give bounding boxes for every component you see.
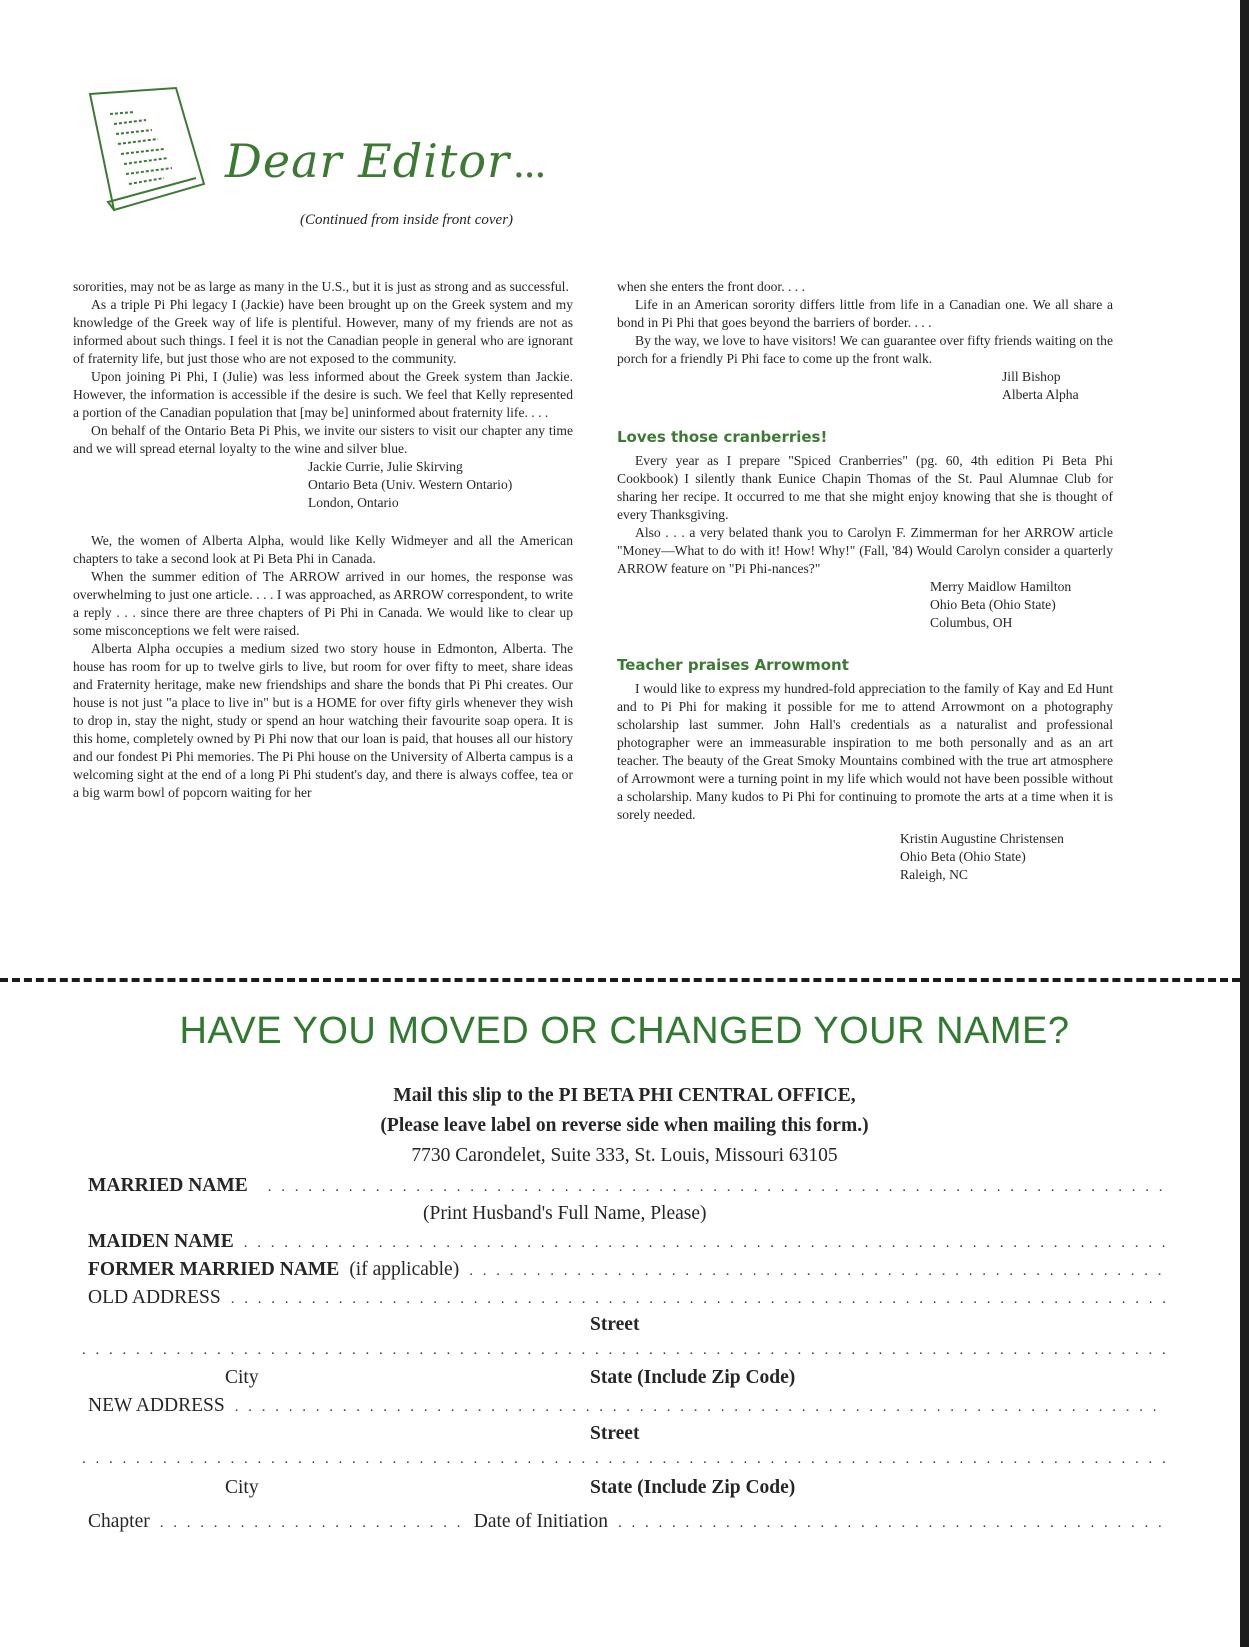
new-address-city-state-line[interactable]: [82, 1451, 1167, 1468]
old-address-street-line[interactable]: [231, 1291, 1167, 1308]
new-address-street-line[interactable]: [235, 1399, 1167, 1416]
state-zip-label: State (Include Zip Code): [590, 1367, 796, 1388]
signature-line: Columbus, OH: [930, 615, 1013, 630]
chapter-initiation-row: [88, 1511, 1167, 1537]
signature-line: Alberta Alpha: [1002, 387, 1079, 402]
signature-line: Ohio Beta (Ohio State): [900, 849, 1026, 864]
chapter-line[interactable]: [160, 1515, 460, 1532]
if-applicable-label: (if applicable): [349, 1259, 460, 1280]
left-column: [73, 278, 573, 802]
maiden-name-line[interactable]: [244, 1235, 1167, 1252]
old-address-city-state-line[interactable]: [82, 1342, 1167, 1359]
letter-paragraph: When the summer edition of The ARROW arrived in our homes, the response was overwhelming to just one article. . . . I was approached, as ARROW correspondent, to write a reply . . . since there are three chapters of Pi Phi in Canada. We would like to clear up some misconceptions we felt were raised.: [73, 569, 573, 638]
signature-line: Ontario Beta (Univ. Western Ontario): [308, 477, 513, 492]
city-label: City: [225, 1367, 259, 1388]
print-husband-note: (Print Husband's Full Name, Please): [423, 1203, 707, 1224]
section-heading: Loves those cranberries!: [617, 428, 828, 446]
title-dots: ...: [514, 151, 547, 184]
signature-line: Jill Bishop: [1002, 369, 1061, 384]
new-address-field[interactable]: [88, 1395, 1167, 1421]
street-label: Street: [590, 1423, 640, 1444]
signature-block: [308, 458, 573, 512]
former-married-name-line[interactable]: [469, 1263, 1167, 1280]
signature-line: Merry Maidlow Hamilton: [930, 579, 1072, 594]
continued-note: (Continued from inside front cover): [300, 212, 514, 228]
signature-line: Raleigh, NC: [900, 867, 968, 882]
letter-paragraph: We, the women of Alberta Alpha, would like Kelly Widmeyer and all the American chapters to take a second look at Pi Beta Phi in Canada.: [73, 533, 573, 566]
city-label: City: [225, 1477, 259, 1498]
letter-paragraph: Also . . . a very belated thank you to Carolyn F. Zimmerman for her ARROW article "Money—What to do with it! How! Why!" (Fall, '84) Would Carolyn consider a quarterly ARROW feature on "Pi Phi-nances?": [617, 525, 1113, 576]
letter-paragraph: sororities, may not be as large as many in the U.S., but it is just as strong and as successful.: [73, 279, 569, 294]
signature-block: [930, 578, 1113, 632]
form-title: HAVE YOU MOVED OR CHANGED YOUR NAME?: [179, 1010, 1070, 1052]
letter-paper-icon: [84, 84, 214, 214]
signature-block: [900, 830, 1113, 884]
maiden-name-field[interactable]: [88, 1231, 1167, 1257]
letter-paragraph: By the way, we love to have visitors! We can guarantee over fifty friends waiting on the porch for a friendly Pi Phi face to come up the front walk.: [617, 333, 1113, 366]
signature-block: [1002, 368, 1113, 404]
new-address-city-state-field[interactable]: [82, 1451, 1167, 1477]
mail-address: 7730 Carondelet, Suite 333, St. Louis, Missouri 63105: [411, 1145, 838, 1166]
page-edge-bar: [1240, 0, 1249, 1647]
date-of-initiation-label: Date of Initiation: [473, 1511, 609, 1532]
letter-paragraph: I would like to express my hundred-fold appreciation to the family of Kay and Ed Hunt and to Pi Phi for making it possible for me to attend Arrowmont on a photography scholarship last summer. John Hall's credentials as a naturalist and professional photographer were an immeasurable inspiration to me both personally and as an art teacher. The beauty of the Great Smoky Mountains combined with the true art atmosphere of Arrowmont were a turning point in my life which would not have been possible without a scholarship. Many kudos to Pi Phi for continuing to promote the arts at a time when it is sorely needed.: [617, 681, 1113, 822]
page-title-text: Dear Editor: [225, 134, 511, 188]
old-address-city-state-field[interactable]: [82, 1342, 1167, 1368]
letter-paragraph: Every year as I prepare "Spiced Cranberries" (pg. 60, 4th edition Pi Beta Phi Cookbook) I silently thank Eunice Chapin Thomas of the St. Paul Alumnae Club for sharing her recipe. It occurred to me that she might enjoy knowing that she is thought of every Thanksgiving.: [617, 453, 1113, 522]
date-of-initiation-line[interactable]: [618, 1515, 1167, 1532]
street-label: Street: [590, 1314, 640, 1335]
married-name-line[interactable]: [268, 1179, 1167, 1196]
letter-paragraph: Upon joining Pi Phi, I (Julie) was less informed about the Greek system than Jackie. However, the information is accessible if the desire is such. We feel that Kelly represented a portion of the Canadian population that [may be] uninformed about fraternity life. . . .: [73, 369, 573, 420]
page-title: [225, 134, 546, 188]
chapter-label: Chapter: [88, 1511, 150, 1532]
signature-line: Ohio Beta (Ohio State): [930, 597, 1056, 612]
old-address-field[interactable]: [88, 1287, 1167, 1313]
married-name-label: MARRIED NAME: [88, 1175, 248, 1196]
section-heading: Teacher praises Arrowmont: [617, 656, 849, 674]
old-address-label: OLD ADDRESS: [88, 1287, 221, 1308]
former-married-name-label: FORMER MARRIED NAME: [88, 1259, 340, 1280]
signature-line: Jackie Currie, Julie Skirving: [308, 459, 463, 474]
signature-line: London, Ontario: [308, 495, 399, 510]
mail-instruction: (Please leave label on reverse side when mailing this form.): [380, 1115, 869, 1136]
married-name-field[interactable]: [88, 1175, 1167, 1201]
mail-instruction: Mail this slip to the PI BETA PHI CENTRAL OFFICE,: [393, 1085, 856, 1106]
maiden-name-label: MAIDEN NAME: [88, 1231, 234, 1252]
state-zip-label: State (Include Zip Code): [590, 1477, 796, 1498]
letter-paragraph: Life in an American sorority differs little from life in a Canadian one. We all share a bond in Pi Phi that goes beyond the barriers of border. . . .: [617, 297, 1113, 330]
signature-line: Kristin Augustine Christensen: [900, 831, 1064, 846]
former-married-name-field[interactable]: [88, 1259, 1167, 1285]
right-column: [617, 278, 1113, 884]
new-address-label: NEW ADDRESS: [88, 1395, 225, 1416]
letter-paragraph: On behalf of the Ontario Beta Pi Phis, we invite our sisters to visit our chapter any time and we will spread eternal loyalty to the wine and silver blue.: [73, 423, 573, 456]
letter-paragraph: Alberta Alpha occupies a medium sized two story house in Edmonton, Alberta. The house has room for up to twelve girls to live, but room for over fifty to meet, share ideas and Fraternity heritage, make new friendships and share the bonds that Pi Phi creates. Our house is not just "a place to live in" but is a HOME for over fifty girls whenever they wish to drop in, stay the night, study or spend an hour watching their favourite soap opera. It is this home, completely owned by Pi Phi now that our loan is paid, that houses all our history and our fondest Pi Phi memories. The Pi Phi house on the University of Alberta campus is a welcoming sight at the end of a long Pi Phi student's day, and there is always coffee, tea or a big warm bowl of popcorn waiting for her: [73, 641, 573, 800]
letter-paragraph: when she enters the front door. . . .: [617, 279, 806, 294]
letter-paragraph: As a triple Pi Phi legacy I (Jackie) have been brought up on the Greek system and my knowledge of the Greek way of life is plentiful. However, many of my friends are not as informed about such things. I feel it is not the Canadian people in general who are ignorant of fraternity life, but just those who are not exposed to the community.: [73, 297, 573, 366]
cut-line-divider: [0, 978, 1240, 982]
